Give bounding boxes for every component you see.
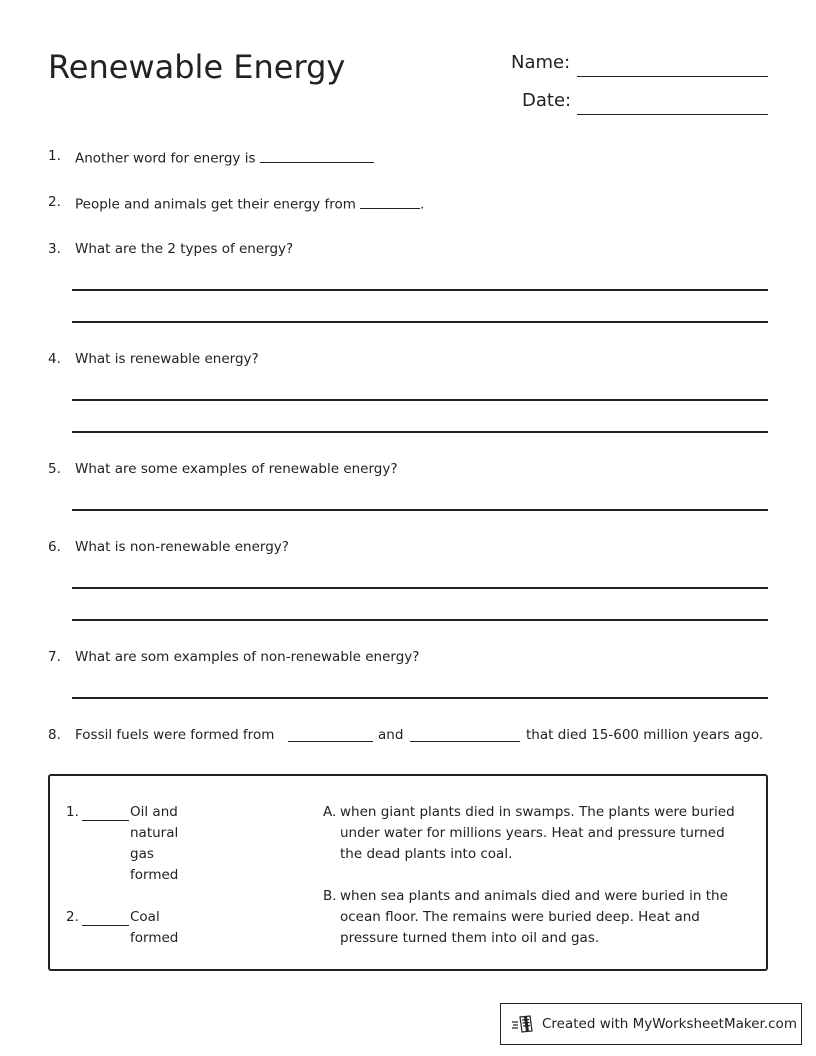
question-text: What is non-renewable energy? — [75, 539, 289, 555]
match-item-text: Oil and natural gas formed — [130, 804, 179, 883]
question-5 — [48, 461, 768, 481]
question-number: 5. — [48, 461, 61, 477]
question-text: People and animals get their energy from — [75, 196, 356, 213]
match-item-number: 2. — [66, 909, 79, 925]
question-text-end: . — [420, 196, 425, 213]
question-4 — [48, 351, 768, 371]
question-number: 2. — [48, 194, 61, 210]
answer-line[interactable] — [72, 587, 768, 589]
footer-text: Created with MyWorksheetMaker.com — [542, 1016, 797, 1032]
match-answer-blank[interactable] — [82, 820, 129, 821]
date-label: Date: — [522, 90, 572, 111]
answer-line[interactable] — [72, 289, 768, 291]
answer-blank[interactable] — [410, 727, 520, 742]
question-number: 4. — [48, 351, 61, 367]
question-text: What is renewable energy? — [75, 351, 259, 367]
match-item-text: Coal formed — [130, 909, 179, 946]
question-text: Fossil fuels were formed from — [75, 727, 275, 743]
question-7 — [48, 649, 768, 669]
answer-line[interactable] — [72, 697, 768, 699]
answer-line[interactable] — [72, 321, 768, 323]
question-3 — [48, 241, 768, 261]
worksheet-maker-logo-icon — [511, 1013, 535, 1035]
question-8 — [48, 727, 768, 747]
question-text: that died 15-600 million years ago. — [526, 727, 764, 743]
answer-blank[interactable] — [360, 194, 420, 209]
question-number: 3. — [48, 241, 61, 257]
question-number: 1. — [48, 148, 61, 164]
match-option-letter: B. — [323, 888, 337, 904]
match-option-text: when sea plants and animals died and were buried in the ocean floor. The remains were buried deep. Heat and pressure turned them into oil and gas. — [340, 888, 728, 946]
page-title: Renewable Energy — [48, 48, 346, 86]
answer-line[interactable] — [72, 619, 768, 621]
question-number: 8. — [48, 727, 61, 743]
match-answer-blank[interactable] — [82, 925, 129, 926]
question-text: What are som examples of non-renewable energy? — [75, 649, 420, 665]
footer-badge[interactable] — [500, 1003, 802, 1045]
answer-blank[interactable] — [288, 727, 373, 742]
question-number: 6. — [48, 539, 61, 555]
question-1 — [48, 148, 768, 168]
answer-line[interactable] — [72, 399, 768, 401]
date-field[interactable] — [577, 114, 768, 115]
question-text: What are some examples of renewable energy? — [75, 461, 398, 477]
question-2 — [48, 194, 768, 214]
answer-line[interactable] — [72, 509, 768, 511]
name-label: Name: — [511, 52, 571, 73]
matching-box — [48, 774, 768, 971]
answer-line[interactable] — [72, 431, 768, 433]
match-item-number: 1. — [66, 804, 79, 820]
question-text: What are the 2 types of energy? — [75, 241, 294, 257]
question-number: 7. — [48, 649, 61, 665]
question-6 — [48, 539, 768, 559]
name-field[interactable] — [577, 76, 768, 77]
match-option-letter: A. — [323, 804, 337, 820]
question-text: and — [378, 727, 404, 743]
answer-blank[interactable] — [260, 148, 374, 163]
question-text: Another word for energy is — [75, 150, 256, 167]
match-option-text: when giant plants died in swamps. The plants were buried under water for millions years. Heat and pressure turned the dead plants into coal. — [340, 804, 735, 862]
